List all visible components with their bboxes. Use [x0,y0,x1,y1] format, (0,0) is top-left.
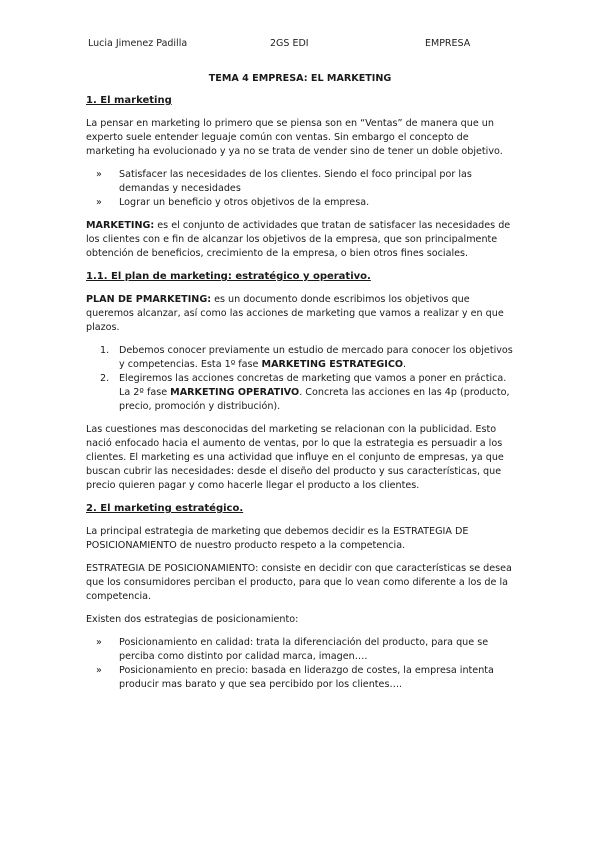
term-plan: PLAN DE PMARKETING: [86,294,212,305]
definition-text: es el conjunto de actividades que tratan de satisfacer las necesidades de los clientes con e fin de alcanzar los objetivos de la empresa, que son principalmente obtención de beneficios, crecimiento de la empresa, o bien otros fines sociales. [86,220,511,259]
paragraph-publicity: Las cuestiones mas desconocidas del marketing se relacionan con la publicidad. Esto nació enfocado hacia el aumento de ventas, por lo que la estrategia es persuadir a los clientes. El marketing es una actividad que influye en el conjunto de empresas, ya que buscan cubrir las necesidades: desde el diseño del producto y sus características, que precio quieren pagar y como hacerle llegar el producto a los clientes. [86,424,504,491]
header-author: Lucia Jimenez Padilla [88,38,188,49]
list-item-text: Lograr un beneficio y otros objetivos de la empresa. [119,197,370,208]
objectives-list [86,168,514,210]
bullet-marker: » [96,665,102,676]
header-course: 2GS EDI [270,38,309,49]
section-heading-plan: 1.1. El plan de marketing: estratégico y operativo. [86,271,371,282]
paragraph-positioning: ESTRATEGIA DE POSICIONAMIENTO: consiste en decidir con que características se desea que los consumidores perciban el producto, para que lo vean como diferente a los de la competencia. [86,563,512,602]
number-marker: 2. [100,373,110,384]
bullet-marker: » [96,637,102,648]
document-body [86,72,514,701]
bullet-marker: » [96,169,102,180]
document-title: TEMA 4 EMPRESA: EL MARKETING [208,73,392,84]
header-subject: EMPRESA [425,38,471,49]
list-item [86,196,514,210]
strategies-list [86,636,514,692]
number-marker: 1. [100,345,110,356]
list-item-text: Satisfacer las necesidades de los clientes. Siendo el foco principal por las demandas y necesidades [119,169,472,194]
term-strategic: MARKETING ESTRATEGICO [261,359,404,370]
section-heading-strategic: 2. El marketing estratégico. [86,503,244,514]
list-item-text-end: . [403,359,407,370]
term-marketing: MARKETING: [86,220,155,231]
list-item-text: Debemos conocer previamente un estudio de mercado para conocer los objetivos y competencias. Esta 1º fase [119,345,513,370]
definition-text: es un documento donde escribimos los objetivos que queremos alcanzar, así como las acciones de marketing que vamos a realizar y en que plazos. [86,294,504,333]
paragraph-intro: La pensar en marketing lo primero que se piensa son en “Ventas” de manera que un experto suele entender leguaje común con ventas. Sin embargo el concepto de marketing ha evolucionado y ya no se trata de vender sino de tener un doble objetivo. [86,118,503,157]
list-item [86,372,514,414]
list-item [86,636,514,664]
paragraph-marketing-definition [86,219,514,261]
list-item [86,168,514,196]
paragraph-two-strategies: Existen dos estrategias de posicionamiento: [86,614,299,625]
list-item [86,664,514,692]
list-item [86,344,514,372]
list-item-text-end: . Concreta las acciones en las 4p (producto, precio, promoción y distribución). [119,387,510,412]
paragraph-plan-definition [86,293,514,335]
bullet-marker: » [96,197,102,208]
phases-list [86,344,514,414]
list-item-text: Posicionamiento en calidad: trata la diferenciación del producto, para que se perciba como distinto por calidad marca, imagen…. [119,637,489,662]
paragraph-strategy: La principal estrategia de marketing que debemos decidir es la ESTRATEGIA DE POSICIONAMIENTO de nuestro producto respeto a la competencia. [86,526,469,551]
list-item-text: Elegiremos las acciones concretas de marketing que vamos a poner en práctica. La 2º fase [119,373,507,398]
term-operative: MARKETING OPERATIVO [170,387,300,398]
section-heading-marketing: 1. El marketing [86,95,172,106]
list-item-text: Posicionamiento en precio: basada en liderazgo de costes, la empresa intenta producir mas barato y que sea percibido por los clientes…. [119,665,494,690]
